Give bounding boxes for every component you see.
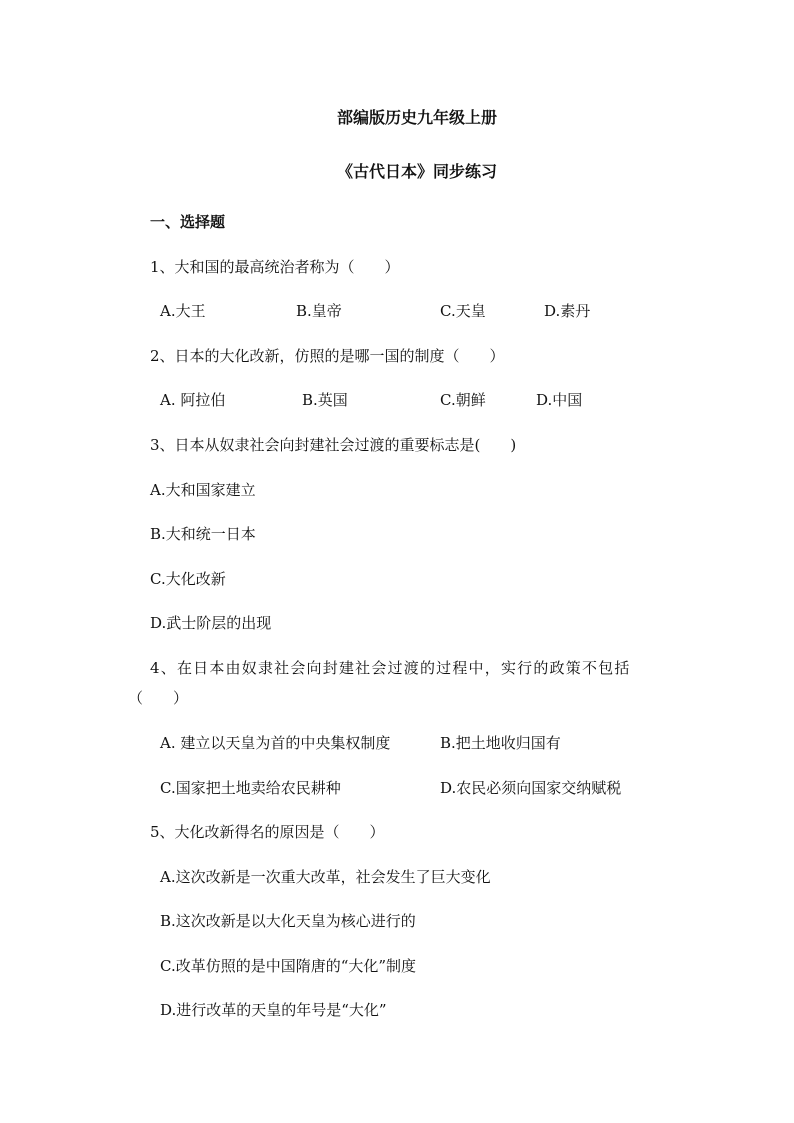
question-2-option-a: A. 阿拉伯: [160, 391, 226, 409]
question-2-stem: 2、日本的大化改新，仿照的是哪一国的制度（ ）: [150, 347, 505, 365]
question-2-option-c: C.朝鲜: [440, 391, 486, 409]
question-4-option-b: B.把土地收归国有: [440, 734, 561, 752]
question-2-option-d: D.中国: [536, 391, 583, 409]
question-1-option-d: D.素丹: [544, 302, 591, 320]
question-3-stem: 3、日本从奴隶社会向封建社会过渡的重要标志是( ): [150, 436, 517, 454]
question-4-stem-continued: （ ）: [128, 689, 189, 707]
document-title: 部编版历史九年级上册: [336, 108, 497, 127]
question-4-stem: 4、在日本由奴隶社会向封建社会过渡的过程中，实行的政策不包括: [150, 659, 631, 677]
question-1-option-b: B.皇帝: [296, 302, 342, 320]
question-5-option-c: C.改革仿照的是中国隋唐的“大化”制度: [160, 957, 417, 975]
question-3-option-d: D.武士阶层的出现: [150, 614, 272, 632]
question-2-option-b: B.英国: [302, 391, 348, 409]
section-heading: 一、选择题: [150, 213, 226, 231]
question-3-option-c: C.大化改新: [150, 570, 226, 588]
document-subtitle: 《古代日本》同步练习: [336, 162, 497, 181]
question-5-stem: 5、大化改新得名的原因是（ ）: [150, 823, 385, 841]
question-4-option-d: D.农民必须向国家交纳赋税: [440, 779, 622, 797]
question-5-option-d: D.进行改革的天皇的年号是“大化”: [160, 1001, 387, 1019]
question-3-option-a: A.大和国家建立: [150, 481, 256, 499]
question-1-option-c: C.天皇: [440, 302, 486, 320]
question-1-option-a: A.大王: [160, 302, 206, 320]
question-5-option-a: A.这次改新是一次重大改革，社会发生了巨大变化: [160, 868, 491, 886]
question-3-option-b: B.大和统一日本: [150, 525, 256, 543]
question-4-option-c: C.国家把土地卖给农民耕种: [160, 779, 341, 797]
question-5-option-b: B.这次改新是以大化天皇为核心进行的: [160, 912, 416, 930]
question-1-stem: 1、大和国的最高统治者称为（ ）: [150, 258, 400, 276]
question-4-option-a: A. 建立以天皇为首的中央集权制度: [160, 734, 391, 752]
